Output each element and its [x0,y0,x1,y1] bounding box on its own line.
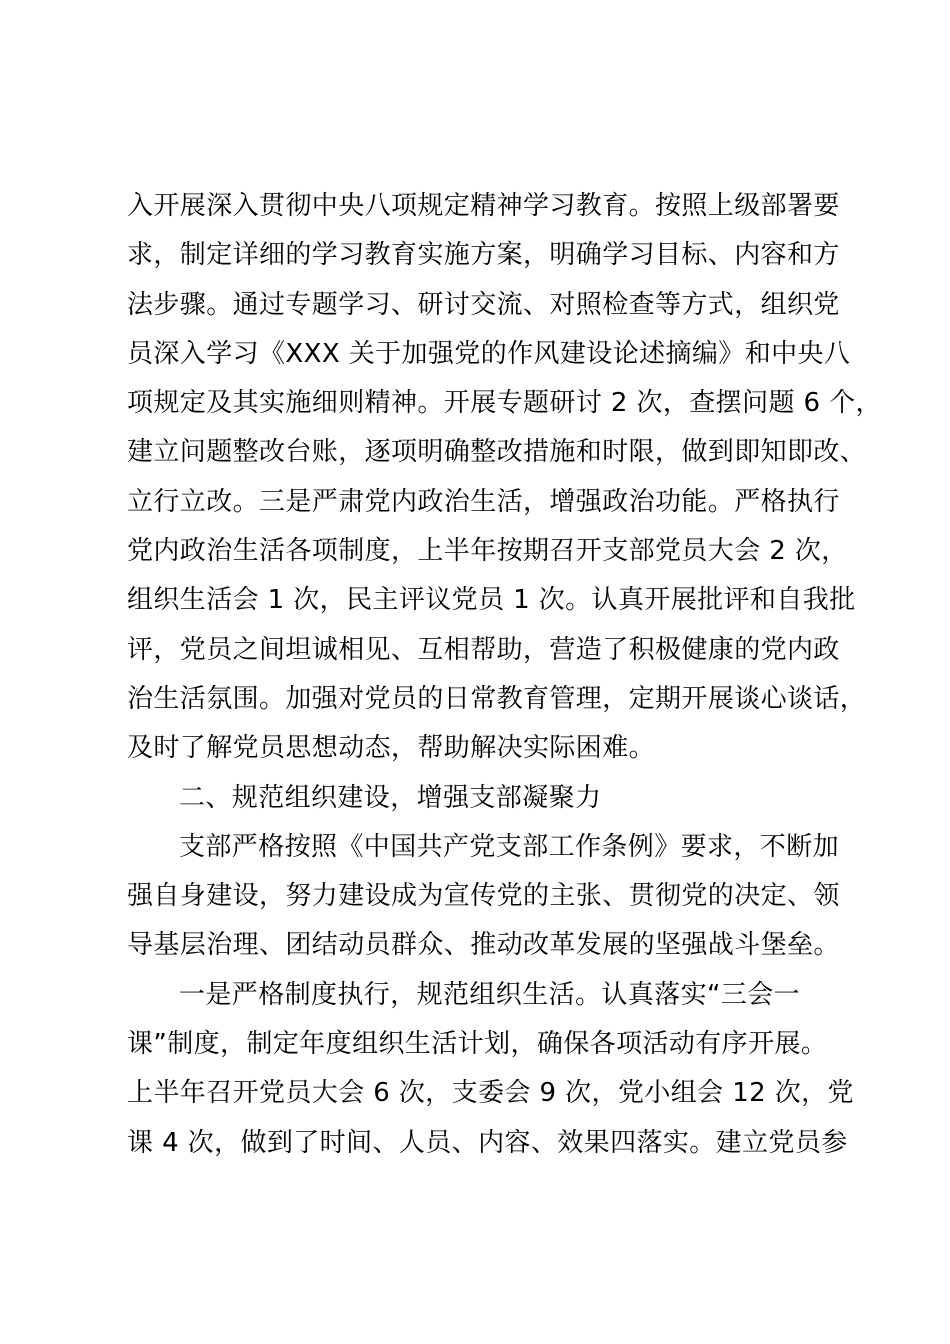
paragraph-line: 上半年召开党员大会 6 次，支委会 9 次，党小组会 12 次，党 [127,1078,854,1109]
paragraph-line: 求，制定详细的学习教育实施方案，明确学习目标、内容和方 [127,240,840,271]
paragraph-line: 强自身建设，努力建设成为宣传党的主张、贯彻党的决定、领 [127,881,840,912]
paragraph-line: 及时了解党员思想动态，帮助解决实际困难。 [127,733,656,764]
paragraph-line: 员深入学习《XXX 关于加强党的作风建设论述摘编》和中央八 [127,338,851,369]
paragraph-line: 建立问题整改台账，逐项明确整改措施和时限，做到即知即改、 [127,437,867,468]
paragraph-line: 党内政治生活各项制度，上半年按期召开支部党员大会 2 次， [127,536,848,567]
paragraph-line: 课 4 次，做到了时间、人员、内容、效果四落实。建立党员参 [127,1127,848,1158]
paragraph-line: 法步骤。通过专题学习、研讨交流、对照检查等方式，组织党 [127,289,840,320]
paragraph-line: 立行立改。三是严肃党内政治生活，增强政治功能。严格执行 [127,486,840,517]
paragraph-line: 治生活氛围。加强对党员的日常教育管理，定期开展谈心谈话， [127,683,867,714]
paragraph-line: 组织生活会 1 次，民主评议党员 1 次。认真开展批评和自我批 [127,585,856,616]
paragraph-line: 支部严格按照《中国共产党支部工作条例》要求，不断加 [179,831,840,862]
paragraph-line: 一是严格制度执行，规范组织生活。认真落实“三会一 [179,979,801,1010]
paragraph-line: 导基层治理、团结动员群众、推动改革发展的坚强战斗堡垒。 [127,930,840,961]
document-body [127,182,882,1168]
paragraph-line: 课”制度，制定年度组织生活计划，确保各项活动有序开展。 [127,1029,828,1060]
section-heading: 二、规范组织建设，增强支部凝聚力 [179,782,602,813]
paragraph-line: 入开展深入贯彻中央八项规定精神学习教育。按照上级部署要 [127,191,840,221]
paragraph-line: 项规定及其实施细则精神。开展专题研讨 2 次，查摆问题 6 个， [127,388,882,419]
paragraph-line: 评，党员之间坦诚相见、互相帮助，营造了积极健康的党内政 [127,634,840,665]
